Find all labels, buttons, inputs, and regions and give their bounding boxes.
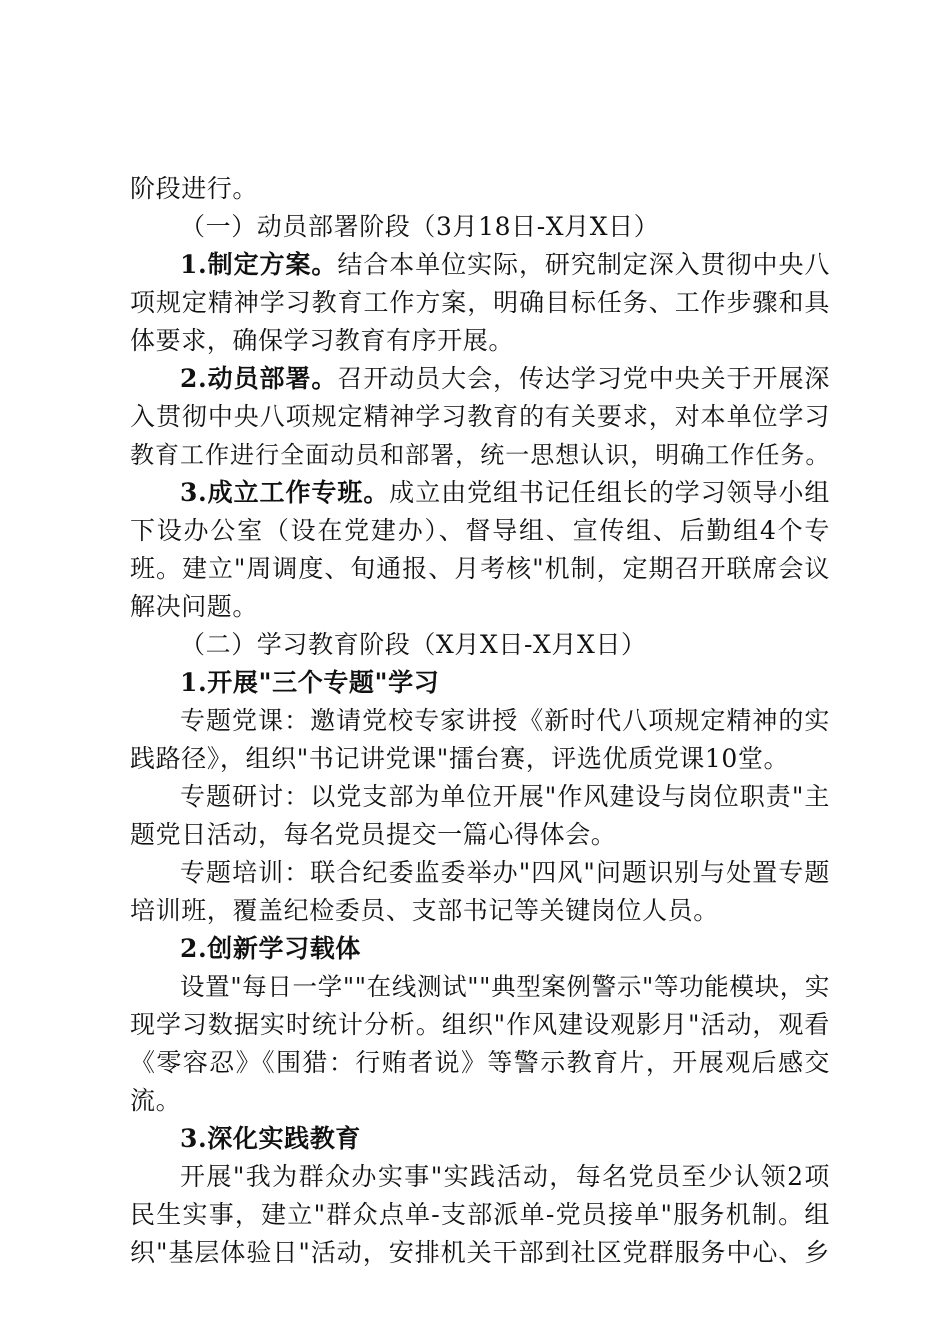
paragraph-line bbox=[130, 170, 830, 208]
line-text: 结合本单位实际，研究制定深入贯彻中央八 bbox=[337, 250, 830, 279]
subheading-carrier bbox=[130, 930, 830, 968]
paragraph-line bbox=[130, 1158, 830, 1196]
paragraph-line bbox=[130, 702, 830, 740]
paragraph-line bbox=[130, 398, 830, 436]
paragraph-line bbox=[130, 284, 830, 322]
subheading-text: 3.深化实践教育 bbox=[180, 1124, 361, 1153]
paragraph-line bbox=[130, 740, 830, 778]
paragraph-line bbox=[130, 512, 830, 550]
line-text: 教育工作进行全面动员和部署，统一思想认识，明确工作任务。 bbox=[130, 441, 830, 469]
paragraph-line bbox=[130, 474, 830, 512]
section-heading-mobilization bbox=[130, 208, 830, 246]
paragraph-line bbox=[130, 246, 830, 284]
line-text: 解决问题。 bbox=[130, 592, 259, 621]
line-text: 践路径》，组织"书记讲党课"擂台赛，评选优质党课10堂。 bbox=[130, 744, 790, 773]
paragraph-line bbox=[130, 1082, 830, 1120]
line-text: 项规定精神学习教育工作方案，明确目标任务、工作步骤和具 bbox=[130, 288, 830, 317]
paragraph-line bbox=[130, 588, 830, 626]
paragraph-line bbox=[130, 550, 830, 588]
section-heading-text: （二）学习教育阶段（X月X日-X月X日） bbox=[180, 630, 647, 659]
line-text: 题党日活动，每名党员提交一篇心得体会。 bbox=[130, 820, 617, 849]
paragraph-line bbox=[130, 1044, 830, 1082]
line-text: 入贯彻中央八项规定精神学习教育的有关要求，对本单位学习 bbox=[130, 402, 830, 431]
line-text: 专题党课：邀请党校专家讲授《新时代八项规定精神的实 bbox=[180, 706, 830, 735]
item-title: 2.动员部署。 bbox=[180, 364, 338, 393]
section-heading-text: （一）动员部署阶段（3月18日-X月X日） bbox=[180, 212, 660, 241]
paragraph-line bbox=[130, 1234, 830, 1272]
line-text: 设置"每日一学""在线测试""典型案例警示"等功能模块，实 bbox=[180, 972, 830, 1001]
paragraph-line bbox=[130, 436, 830, 474]
paragraph-line bbox=[130, 778, 830, 816]
line-text: 专题研讨：以党支部为单位开展"作风建设与岗位职责"主 bbox=[180, 782, 830, 811]
line-text: 召开动员大会，传达学习党中央关于开展深 bbox=[337, 364, 830, 393]
line-text: 阶段进行。 bbox=[130, 174, 259, 203]
line-text: 成立由党组书记任组长的学习领导小组 bbox=[389, 478, 830, 507]
line-text: 体要求，确保学习教育有序开展。 bbox=[130, 326, 515, 355]
line-text: 流。 bbox=[130, 1086, 182, 1115]
subheading-text: 1.开展"三个专题"学习 bbox=[180, 668, 440, 697]
line-text: 专题培训：联合纪委监委举办"四风"问题识别与处置专题 bbox=[180, 858, 830, 887]
subheading-practice bbox=[130, 1120, 830, 1158]
line-text: 现学习数据实时统计分析。组织"作风建设观影月"活动，观看 bbox=[130, 1010, 830, 1039]
line-text: 织"基层体验日"活动，安排机关干部到社区党群服务中心、乡 bbox=[130, 1238, 830, 1267]
line-text: 开展"我为群众办实事"实践活动，每名党员至少认领2项 bbox=[180, 1162, 830, 1191]
item-title: 1.制定方案。 bbox=[180, 250, 338, 279]
paragraph-line bbox=[130, 816, 830, 854]
subheading-three-topics bbox=[130, 664, 830, 702]
paragraph-line bbox=[130, 892, 830, 930]
section-heading-study bbox=[130, 626, 830, 664]
line-text: 班。建立"周调度、旬通报、月考核"机制，定期召开联席会议 bbox=[130, 554, 830, 583]
paragraph-line bbox=[130, 968, 830, 1006]
paragraph-line bbox=[130, 322, 830, 360]
line-text: 民生实事，建立"群众点单-支部派单-党员接单"服务机制。组 bbox=[130, 1200, 830, 1229]
item-title: 3.成立工作专班。 bbox=[180, 478, 390, 507]
line-text: 培训班，覆盖纪检委员、支部书记等关键岗位人员。 bbox=[130, 896, 719, 925]
paragraph-line bbox=[130, 360, 830, 398]
paragraph-line bbox=[130, 1006, 830, 1044]
line-text: 下设办公室（设在党建办）、督导组、宣传组、后勤组4个专 bbox=[130, 516, 830, 545]
paragraph-line bbox=[130, 854, 830, 892]
line-text: 《零容忍》《围猎：行贿者说》等警示教育片，开展观后感交 bbox=[130, 1048, 830, 1077]
paragraph-line bbox=[130, 1196, 830, 1234]
subheading-text: 2.创新学习载体 bbox=[180, 934, 361, 963]
